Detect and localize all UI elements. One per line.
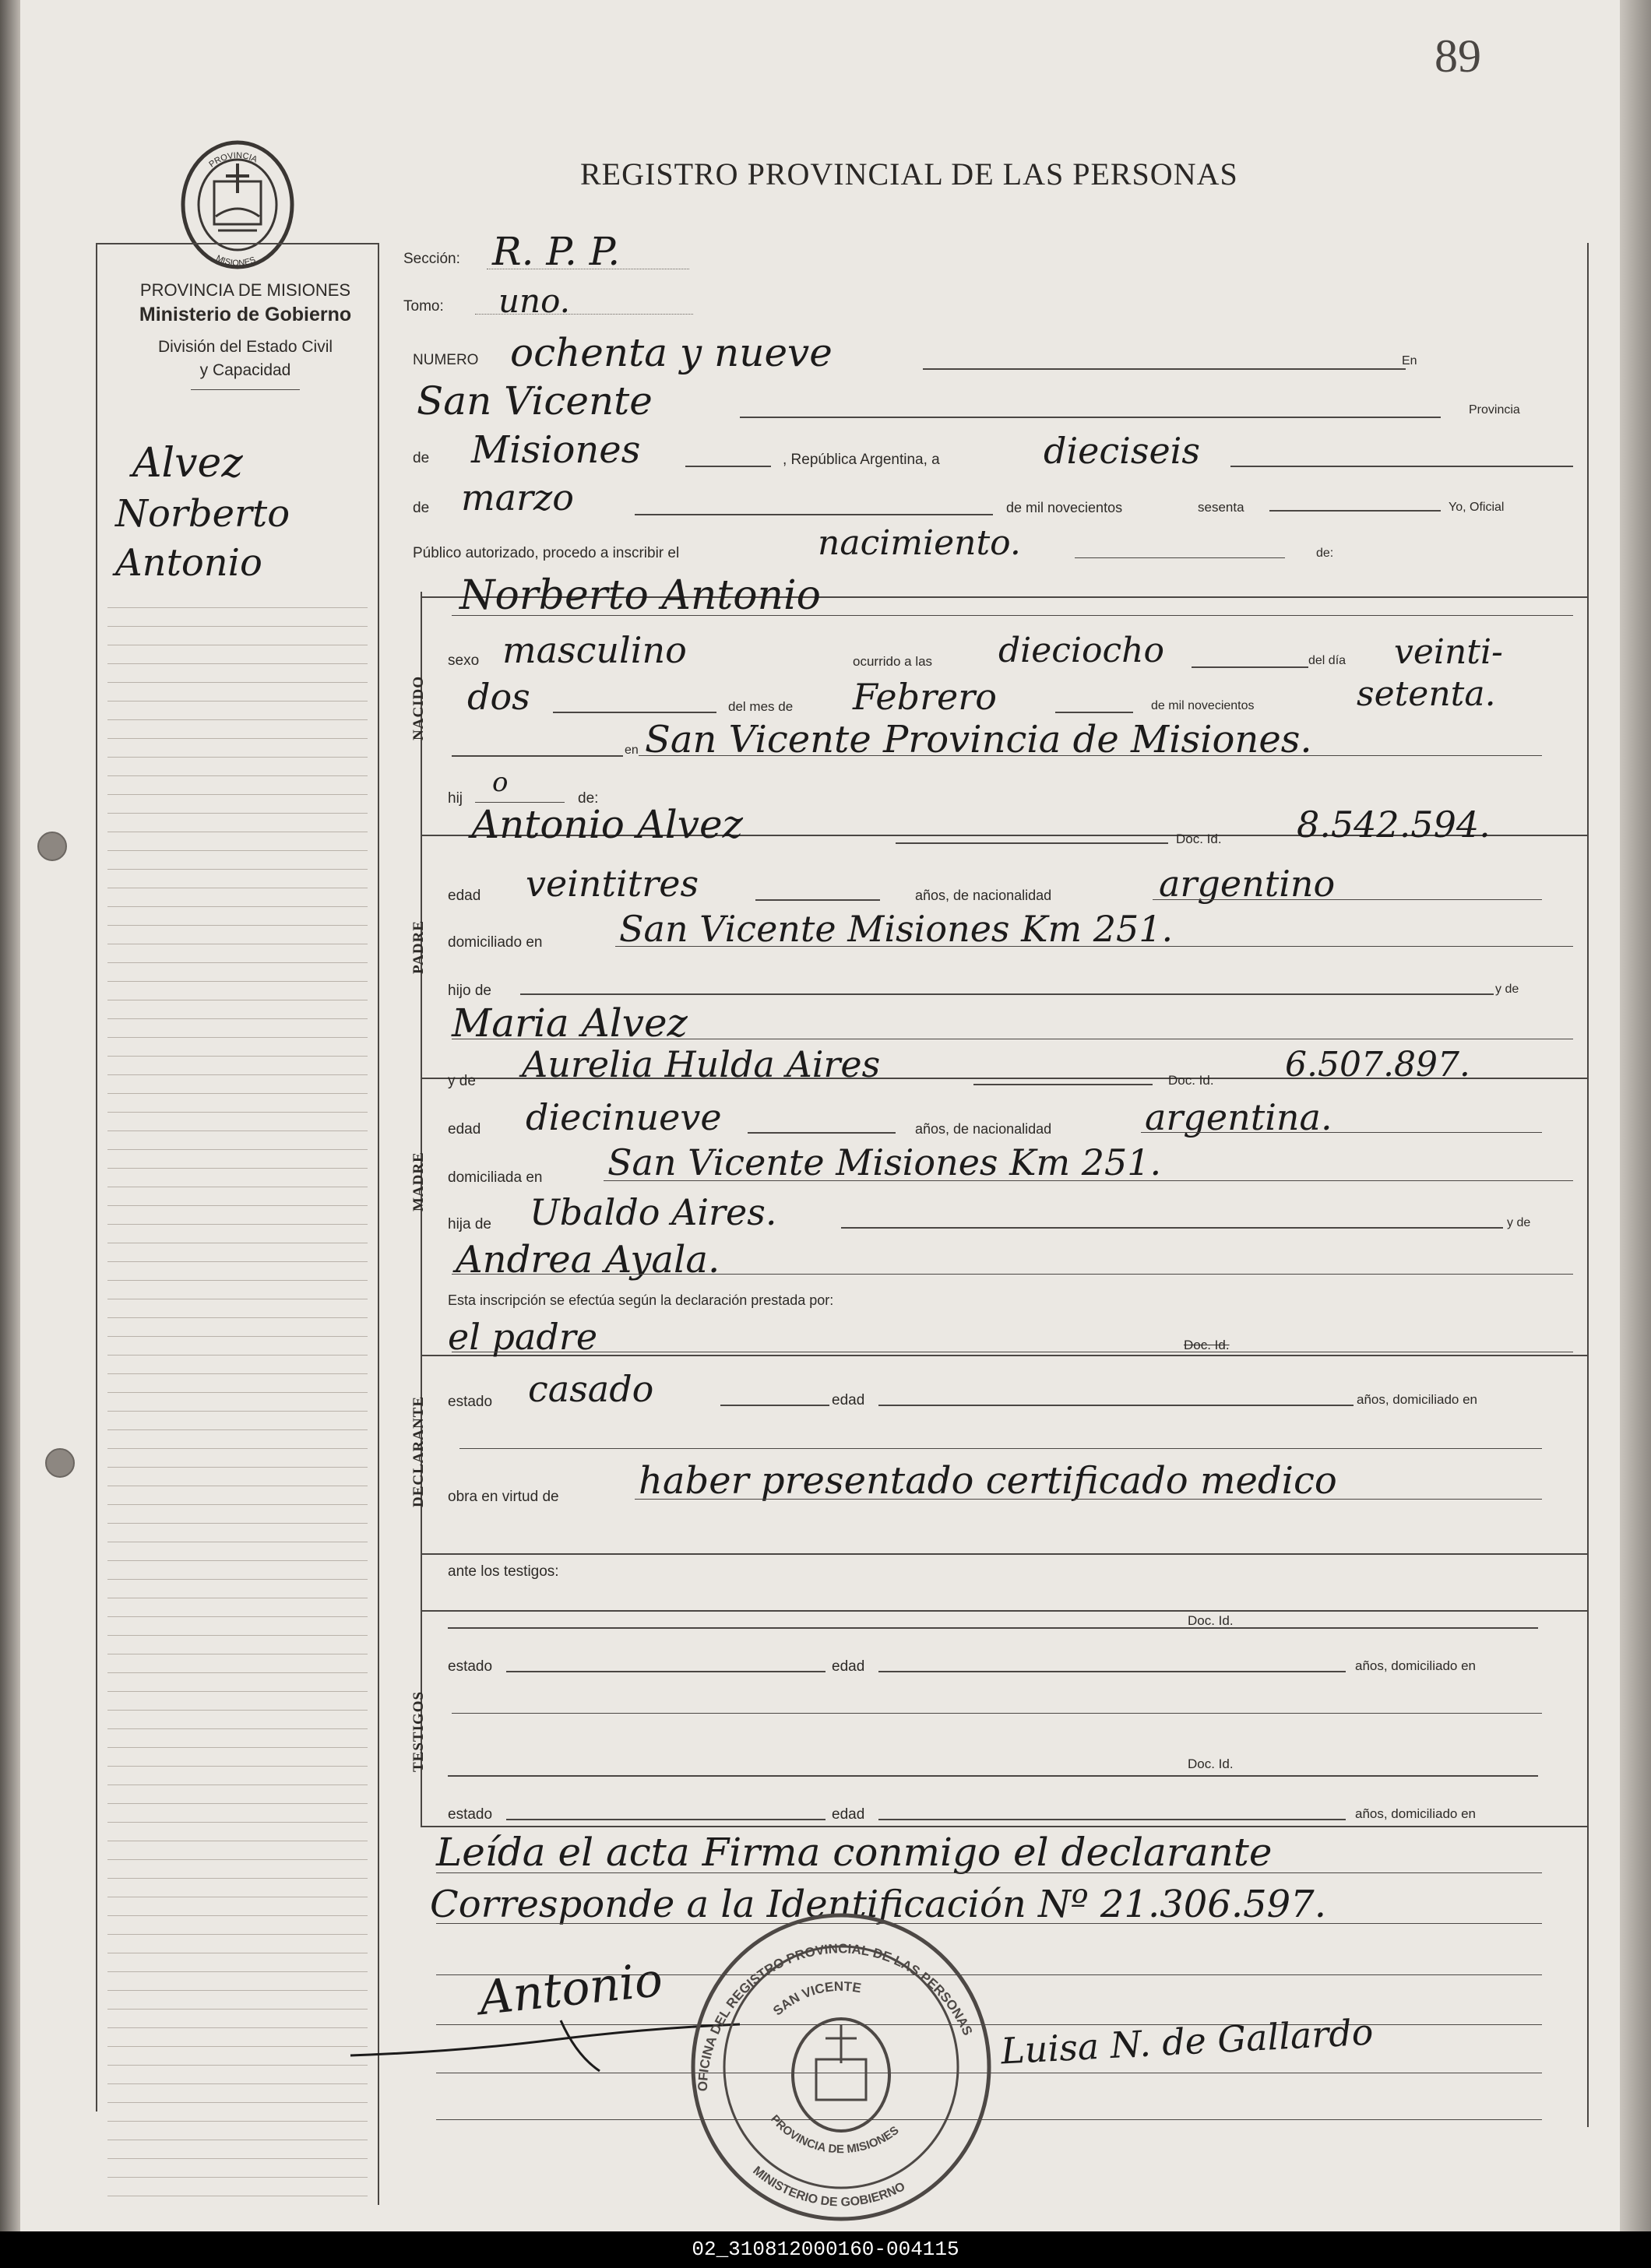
ruled-line bbox=[107, 1990, 368, 1991]
ruled-line bbox=[107, 1448, 368, 1449]
declarante-nombre: el padre bbox=[448, 1316, 598, 1358]
ruled-line bbox=[107, 1130, 368, 1131]
margin-note-name-1: Norberto bbox=[115, 492, 290, 536]
madre-domicilio: San Vicente Misiones Km 251. bbox=[607, 1141, 1162, 1183]
declarante-domicilio-line bbox=[459, 1448, 1542, 1449]
sidebar-top-border bbox=[96, 243, 378, 244]
ruled-line bbox=[107, 2121, 368, 2122]
declarante-edad-line bbox=[878, 1405, 1354, 1406]
anio-value: setenta. bbox=[1357, 674, 1496, 714]
fecha-suffix: Yo, Oficial bbox=[1449, 501, 1505, 514]
year-line bbox=[1269, 510, 1441, 512]
ruled-line bbox=[107, 2158, 368, 2159]
ruled-line bbox=[107, 1467, 368, 1468]
ruled-line bbox=[107, 719, 368, 720]
padre-domicilio-label: domiciliado en bbox=[448, 934, 543, 951]
mes-line bbox=[1055, 712, 1133, 713]
dia-value-a: veinti- bbox=[1394, 632, 1503, 672]
de-label: de: bbox=[578, 790, 599, 807]
testigo-1-anios-dom: años, domiciliado en bbox=[1355, 1658, 1476, 1673]
inscribir-suffix: de: bbox=[1316, 547, 1334, 560]
ruled-line bbox=[107, 1355, 368, 1356]
ocurrido-label: ocurrido a las bbox=[853, 654, 933, 669]
dia-line bbox=[553, 712, 716, 713]
ruled-line bbox=[107, 869, 368, 870]
numero-suffix: En bbox=[1402, 354, 1417, 367]
testigo-1-edad-label: edad bbox=[832, 1658, 865, 1675]
ruled-line bbox=[107, 1037, 368, 1038]
register-page bbox=[16, 0, 1620, 2231]
testigos-bottom-line bbox=[421, 1826, 1587, 1827]
testigo-1-edad-line bbox=[878, 1671, 1346, 1672]
seal-text-top: PROVINCIA bbox=[207, 150, 259, 170]
ruled-line bbox=[107, 2102, 368, 2103]
org-line-3: División del Estado Civil bbox=[157, 338, 333, 356]
section-label-padre: PADRE bbox=[410, 920, 427, 974]
margin-note-surname: Alvez bbox=[132, 440, 243, 487]
page-title: REGISTRO PROVINCIAL DE LAS PERSONAS bbox=[580, 156, 1238, 192]
seccion-label: Sección: bbox=[403, 251, 460, 267]
ruled-line bbox=[107, 1074, 368, 1075]
ruled-line bbox=[107, 2083, 368, 2084]
madre-nac-line bbox=[1141, 1132, 1542, 1133]
form-right-border bbox=[1587, 243, 1589, 2127]
ruled-line bbox=[107, 794, 368, 795]
madre-edad-label: edad bbox=[448, 1121, 481, 1138]
provincia-day: dieciseis bbox=[1044, 430, 1201, 472]
madre-nombre: Aurelia Hulda Aires bbox=[522, 1043, 881, 1085]
ruled-line bbox=[107, 2027, 368, 2028]
org-line-1: PROVINCIA DE MISIONES bbox=[139, 280, 351, 300]
padre-edad-label: edad bbox=[448, 888, 481, 904]
stamp-lettering bbox=[685, 1908, 997, 2227]
dia-label: del día bbox=[1308, 654, 1346, 667]
ruled-line bbox=[107, 738, 368, 739]
declarante-obra: haber presentado certificado medico bbox=[639, 1459, 1337, 1503]
svg-text:PROVINCIA DE MISIONES bbox=[768, 2112, 901, 2156]
ruled-line bbox=[107, 850, 368, 851]
declarante-anios-dom: años, domiciliado en bbox=[1357, 1392, 1477, 1407]
declarante-estado-line bbox=[720, 1405, 829, 1406]
testigo-2-estado-label: estado bbox=[448, 1806, 493, 1823]
ruled-line bbox=[107, 925, 368, 926]
padre-hijo-line bbox=[520, 993, 1494, 995]
madre-nombre-line bbox=[973, 1084, 1153, 1085]
inscribir-line bbox=[1075, 557, 1285, 558]
inscribir-text: Público autorizado, procedo a inscribir el bbox=[413, 545, 680, 561]
declarante-bottom-line bbox=[421, 1553, 1587, 1555]
ruled-line bbox=[107, 1168, 368, 1169]
ruled-line bbox=[107, 1878, 368, 1879]
madre-madre-line bbox=[452, 1274, 1573, 1275]
ruled-line bbox=[107, 1747, 368, 1748]
padre-nombre: Antonio Alvez bbox=[471, 802, 743, 847]
ruled-line bbox=[107, 1934, 368, 1935]
testigos-intro: ante los testigos: bbox=[448, 1563, 559, 1580]
ruled-line bbox=[107, 1018, 368, 1019]
declarante-obra-line bbox=[635, 1499, 1542, 1500]
fecha-prefix: de bbox=[413, 500, 430, 516]
stamp-text-outer: OFICINA DEL REGISTRO PROVINCIAL DE LAS PERSONAS bbox=[695, 1941, 976, 2092]
provincia-prefix: de bbox=[413, 450, 430, 466]
anio-label: de mil novecientos bbox=[1151, 699, 1255, 712]
ruled-line bbox=[107, 2177, 368, 2178]
ruled-line bbox=[107, 813, 368, 814]
ruled-line bbox=[107, 1915, 368, 1916]
testigo-2-edad-line bbox=[878, 1819, 1346, 1820]
svg-text:OFICINA DEL REGISTRO PROVINCIA bbox=[695, 1941, 975, 2091]
inscribir-value: nacimiento. bbox=[818, 523, 1021, 563]
testigo-2-name-line bbox=[448, 1775, 1538, 1777]
ruled-line bbox=[107, 1429, 368, 1430]
testigo-1-estado-line bbox=[506, 1671, 826, 1672]
binding-hole bbox=[37, 832, 67, 861]
madre-madre: Andrea Ayala. bbox=[456, 1238, 720, 1282]
numero-value: ochenta y nueve bbox=[510, 330, 833, 375]
testigo-2-doc-label: Doc. Id. bbox=[1188, 1756, 1234, 1771]
stamp-text-bottom: MINISTERIO DE GOBIERNO bbox=[750, 2164, 908, 2210]
sexo-label: sexo bbox=[448, 652, 480, 669]
declarante-estado-label: estado bbox=[448, 1394, 493, 1410]
svg-text:PROVINCIA bbox=[207, 151, 259, 170]
ruled-line bbox=[107, 1803, 368, 1804]
section-label-madre: MADRE bbox=[410, 1152, 427, 1211]
seal-lettering bbox=[175, 139, 300, 271]
madre-y-de: y de bbox=[448, 1073, 476, 1089]
hora-value: dieciocho bbox=[998, 631, 1164, 670]
page-edge bbox=[1620, 0, 1651, 2231]
ruled-line bbox=[107, 1224, 368, 1225]
madre-nacionalidad: argentina. bbox=[1145, 1096, 1332, 1138]
madre-padre: Ubaldo Aires. bbox=[530, 1191, 777, 1233]
ruled-line bbox=[107, 1710, 368, 1711]
ruled-line bbox=[107, 1822, 368, 1823]
padre-domicilio-line bbox=[615, 946, 1573, 947]
ruled-line bbox=[107, 1560, 368, 1561]
ruled-line bbox=[107, 1672, 368, 1673]
testigo-1-dom-line bbox=[452, 1713, 1542, 1714]
madre-domicilio-line bbox=[604, 1180, 1573, 1181]
ruled-line bbox=[107, 1149, 368, 1150]
page-number: 89 bbox=[1435, 30, 1481, 82]
binding-hole bbox=[45, 1448, 75, 1478]
padre-hijo-label: hijo de bbox=[448, 983, 491, 999]
ruled-line bbox=[107, 1766, 368, 1767]
ruled-line bbox=[107, 906, 368, 907]
padre-edad: veintitres bbox=[526, 863, 699, 905]
book-spine bbox=[0, 0, 20, 2231]
madre-anios-label: años, de nacionalidad bbox=[915, 1121, 1052, 1137]
fecha-month: marzo bbox=[461, 476, 574, 519]
en-label: en bbox=[625, 744, 639, 757]
ruled-line bbox=[107, 1691, 368, 1692]
testigo-2-estado-line bbox=[506, 1819, 826, 1820]
padre-edad-line bbox=[755, 899, 880, 901]
numero-line bbox=[923, 368, 1406, 370]
stamp-text-city: SAN VICENTE bbox=[770, 1978, 863, 2019]
numero-label: NUMERO bbox=[413, 352, 479, 368]
tomo-value: uno. bbox=[498, 282, 570, 320]
ruled-line bbox=[107, 1056, 368, 1057]
provincia-mid: , República Argentina, a bbox=[783, 452, 940, 468]
closing-line-1: Leída el acta Firma conmigo el declarante bbox=[436, 1830, 1273, 1875]
ruled-line bbox=[107, 1112, 368, 1113]
ruled-line bbox=[107, 1728, 368, 1729]
sidebar-right-border bbox=[378, 243, 379, 2205]
testigo-1-name-line bbox=[448, 1627, 1538, 1629]
day-line bbox=[1230, 466, 1573, 467]
ruled-line bbox=[107, 663, 368, 664]
mes-value: Febrero bbox=[853, 676, 997, 718]
padre-doc: 8.542.594. bbox=[1297, 803, 1491, 846]
testigo-2-edad-label: edad bbox=[832, 1806, 865, 1823]
ruled-line bbox=[107, 1635, 368, 1636]
hijo-sufijo: o bbox=[492, 767, 509, 798]
ruled-line bbox=[107, 1971, 368, 1972]
ruled-line bbox=[107, 1504, 368, 1505]
declarante-doc-label: Doc. Id. bbox=[1184, 1338, 1230, 1352]
ruled-line bbox=[107, 1093, 368, 1094]
closing-line-1-rule bbox=[436, 1872, 1542, 1873]
ruled-line bbox=[107, 1261, 368, 1262]
hijo-label: hij bbox=[448, 790, 463, 807]
padre-nombre-line bbox=[896, 842, 1168, 844]
ruled-line bbox=[107, 1373, 368, 1374]
ruled-line bbox=[107, 757, 368, 758]
sidebar-left-border bbox=[96, 243, 97, 2112]
ruled-line bbox=[107, 1317, 368, 1318]
nacido-nombre-line bbox=[452, 615, 1573, 616]
madre-doc: 6.507.897. bbox=[1285, 1045, 1470, 1085]
testigos-top-line bbox=[421, 1610, 1587, 1612]
ruled-line bbox=[107, 1280, 368, 1281]
section-label-nacido: NACIDO bbox=[410, 675, 427, 740]
lugar-suffix: Provincia bbox=[1469, 403, 1520, 417]
ruled-line bbox=[107, 1336, 368, 1337]
tomo-label: Tomo: bbox=[403, 298, 444, 315]
ruled-line bbox=[107, 1392, 368, 1393]
padre-doc-label: Doc. Id. bbox=[1176, 832, 1222, 846]
tomo-line bbox=[475, 314, 693, 315]
svg-text:MISIONES bbox=[214, 254, 256, 269]
stamp-text-prov: PROVINCIA DE MISIONES bbox=[768, 2112, 902, 2157]
padre-domicilio: San Vicente Misiones Km 251. bbox=[619, 908, 1174, 950]
org-line-4: y Capacidad bbox=[199, 361, 291, 379]
declarante-signature: Antonio bbox=[476, 1952, 666, 2027]
ruled-line bbox=[107, 1523, 368, 1524]
section-label-testigos: TESTIGOS bbox=[410, 1690, 427, 1772]
madre-edad: diecinueve bbox=[526, 1096, 722, 1138]
ruled-line bbox=[107, 1579, 368, 1580]
fecha-mid: de mil novecientos bbox=[1006, 500, 1123, 515]
padre-nac-line bbox=[1153, 899, 1542, 900]
testigo-2-anios-dom: años, domiciliado en bbox=[1355, 1806, 1476, 1821]
margin-note-name-2: Antonio bbox=[115, 541, 262, 585]
seal-text-bottom: MISIONES bbox=[214, 253, 257, 269]
provincia-value: Misiones bbox=[471, 428, 641, 472]
padre-anios-label: años, de nacionalidad bbox=[915, 888, 1052, 903]
lugar-line bbox=[740, 417, 1441, 418]
madre-hija-label: hija de bbox=[448, 1216, 491, 1232]
padre-y-de: y de bbox=[1495, 983, 1519, 996]
ruled-line bbox=[107, 1616, 368, 1617]
image-caption: 02_310812000160-004115 bbox=[0, 2231, 1651, 2268]
nacido-lugar-line bbox=[639, 755, 1542, 756]
ruled-line bbox=[107, 2046, 368, 2047]
section-label-declarante: DECLARANTE bbox=[410, 1395, 427, 1507]
madre-edad-line bbox=[748, 1132, 896, 1134]
ruled-line bbox=[107, 981, 368, 982]
declarante-edad-label: edad bbox=[832, 1392, 865, 1408]
lugar-value: San Vicente bbox=[417, 378, 653, 424]
testigo-1-doc-label: Doc. Id. bbox=[1188, 1613, 1234, 1628]
month-line bbox=[635, 514, 993, 515]
svg-text:MINISTERIO DE GOBIERNO bbox=[750, 2164, 907, 2209]
provincia-line bbox=[685, 466, 771, 467]
ruled-line bbox=[107, 1859, 368, 1860]
ruled-line bbox=[107, 2009, 368, 2010]
ruled-line bbox=[107, 1205, 368, 1206]
nacido-lugar: San Vicente Provincia de Misiones. bbox=[645, 718, 1312, 761]
testigo-1-estado-label: estado bbox=[448, 1658, 493, 1675]
madre-y-de2: y de bbox=[1507, 1216, 1531, 1229]
ruled-line bbox=[107, 626, 368, 627]
ruled-line bbox=[107, 2065, 368, 2066]
oficial-signature: Luisa N. de Gallardo bbox=[999, 2010, 1375, 2073]
ruled-line bbox=[107, 775, 368, 776]
padre-padres: Maria Alvez bbox=[452, 1000, 688, 1046]
nacido-nombre: Norberto Antonio bbox=[459, 572, 821, 619]
svg-text:SAN VICENTE bbox=[770, 1979, 862, 2019]
en-line bbox=[452, 755, 623, 757]
declarante-estado: casado bbox=[528, 1368, 654, 1410]
madre-hija-line bbox=[841, 1227, 1503, 1229]
fecha-year-part: sesenta bbox=[1198, 500, 1244, 515]
declarante-obra-label: obra en virtud de bbox=[448, 1489, 559, 1505]
madre-domicilio-label: domiciliada en bbox=[448, 1169, 543, 1186]
org-line-2: Ministerio de Gobierno bbox=[139, 304, 352, 325]
dia-value-b: dos bbox=[467, 676, 530, 718]
closing-line-2: Corresponde a la Identificación Nº 21.306.597. bbox=[430, 1883, 1326, 1926]
padre-nacionalidad: argentino bbox=[1159, 863, 1336, 905]
sexo-value: masculino bbox=[502, 629, 687, 671]
ruled-line bbox=[107, 607, 368, 608]
hora-line bbox=[1192, 666, 1308, 668]
declarante-intro: Esta inscripción se efectúa según la declaración prestada por: bbox=[448, 1292, 834, 1308]
mes-label: del mes de bbox=[728, 699, 794, 714]
ruled-line bbox=[107, 962, 368, 963]
seccion-value: R. P. P. bbox=[492, 229, 621, 274]
ruled-line bbox=[107, 1411, 368, 1412]
madre-doc-label: Doc. Id. bbox=[1168, 1073, 1214, 1088]
org-divider bbox=[191, 389, 300, 390]
ruled-line bbox=[107, 682, 368, 683]
